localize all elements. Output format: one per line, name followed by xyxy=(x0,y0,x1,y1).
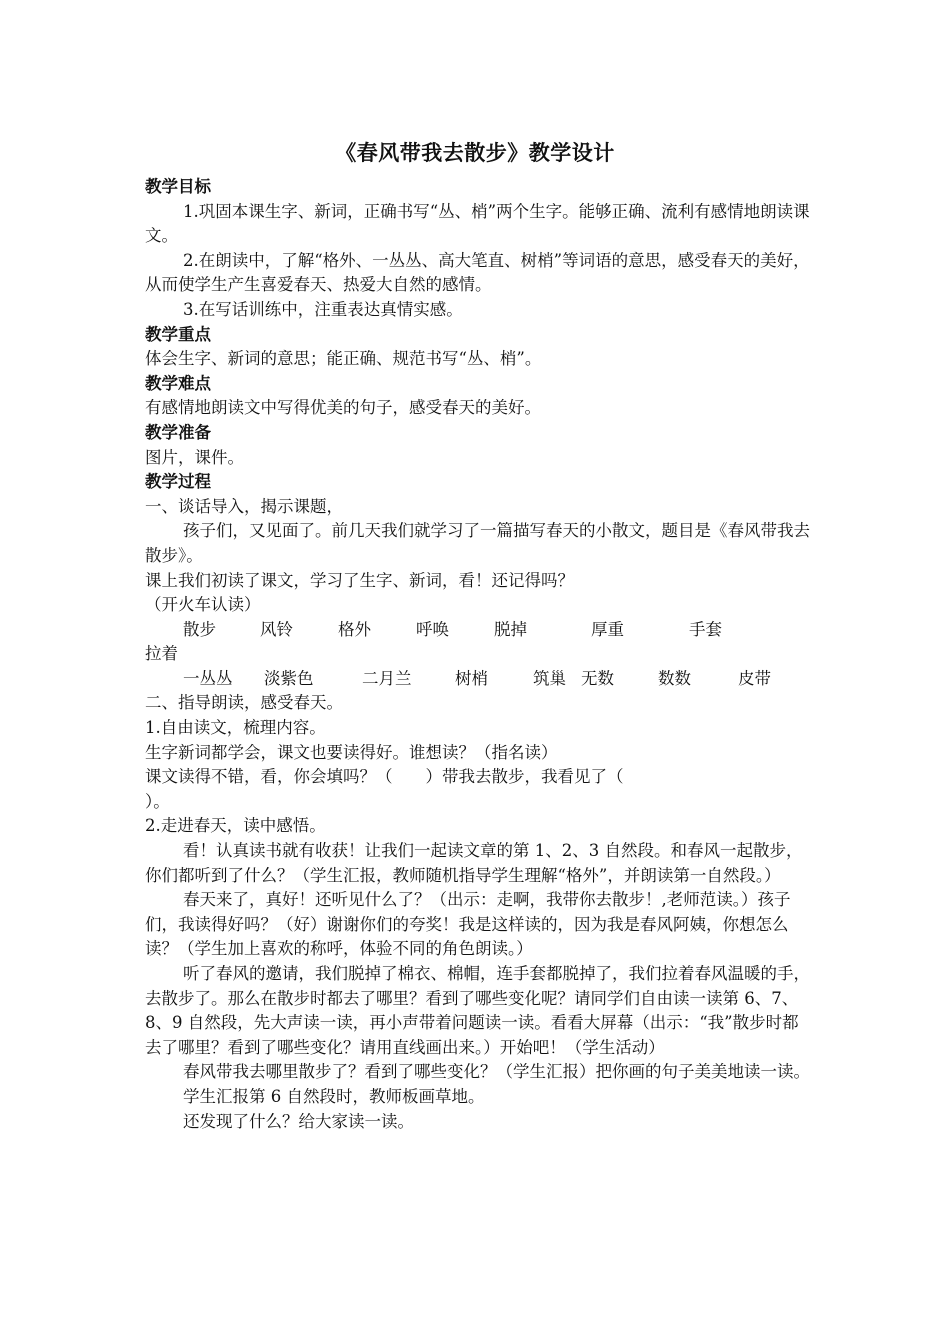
section-heading-key-points: 教学重点 xyxy=(145,324,211,344)
paragraph-discover: 还发现了什么？给大家读一读。 xyxy=(183,1111,414,1131)
document-title: 《春风带我去散步》教学设计 xyxy=(335,140,615,165)
vocab-word: 厚重 xyxy=(591,619,624,639)
paragraph-spring-wind: 春天来了，真好！还听见什么了？（出示：走啊，我带你去散步！,老师范读。）孩子们，我读得好吗？（好）谢谢你们的夸奖！我是这样读的，因为我是春风阿姨，你想怎么读？（学生加上喜欢的称呼，体验不同的角色朗读。） xyxy=(145,890,791,959)
paragraph-walk: 听了春风的邀请，我们脱掉了棉衣、棉帽，连手套都脱掉了，我们拉着春风温暖的手，去散步了。那么在散步时都去了哪里？看到了哪些变化呢？请同学们自由读一读第 6、7、8、9 自然段，先大声读一读，再小声带着问题读一读。看看大屏幕（出示：“我”散步时都去了哪里？看到了哪些变化？请用直线画出来。）开始吧！（学生活动） xyxy=(145,964,810,1057)
preparation-text: 图片，课件。 xyxy=(145,447,244,467)
vocab-word: 树梢 xyxy=(455,668,488,688)
paragraph-read-aloud: 生字新词都学会，课文也要读得好。谁想读？（指名读） xyxy=(145,742,558,762)
paragraph-review: 课上我们初读了课文，学习了生字、新词，看！还记得吗？ xyxy=(145,570,574,590)
paragraph-fill-blank: 课文读得不错，看，你会填吗？（ ）带我去散步，我看见了（ xyxy=(145,767,624,787)
vocab-word: 手套 xyxy=(689,619,722,639)
vocab-word: 筑巢 xyxy=(533,668,566,688)
step-2-heading: 二、指导朗读，感受春天。 xyxy=(145,693,343,713)
vocab-row-2 xyxy=(145,667,810,692)
vocab-word: 二月兰 xyxy=(362,668,412,688)
vocab-word: 格外 xyxy=(338,619,371,639)
vocab-word: 一丛丛 xyxy=(183,668,233,688)
difficulties-text: 有感情地朗读文中写得优美的句子，感受春天的美好。 xyxy=(145,398,541,418)
fill-blank-tail: ）。 xyxy=(145,791,170,811)
document-body xyxy=(145,175,810,1134)
paragraph-train-reading: （开火车认读） xyxy=(145,595,261,615)
section-heading-goals: 教学目标 xyxy=(145,177,211,196)
vocab-word: 数数 xyxy=(658,668,691,688)
goal-item-1: 1.巩固本课生字、新词，正确书写“丛、梢”两个生字。能够正确、流利有感情地朗读课文。 xyxy=(145,201,810,246)
step-1-heading: 一、谈话导入，揭示课题， xyxy=(145,496,343,516)
vocab-word: 呼唤 xyxy=(416,619,449,639)
vocab-word: 散步 xyxy=(183,619,216,639)
vocab-row-1 xyxy=(145,618,810,643)
section-heading-process: 教学过程 xyxy=(145,472,211,492)
section-heading-preparation: 教学准备 xyxy=(145,422,211,442)
paragraph-intro: 孩子们，又见面了。前几天我们就学习了一篇描写春天的小散文，题目是《春风带我去散步》。 xyxy=(145,521,810,565)
paragraph-board-drawing: 学生汇报第 6 自然段时，教师板画草地。 xyxy=(183,1086,485,1106)
vocab-word-wrapped: 拉着 xyxy=(145,644,178,664)
step-2-2-heading: 2.走进春天，读中感悟。 xyxy=(145,816,326,836)
key-points-text: 体会生字、新词的意思；能正确、规范书写“丛、梢”。 xyxy=(145,349,542,369)
vocab-word: 无数 xyxy=(581,668,614,688)
vocab-word: 风铃 xyxy=(260,619,293,639)
paragraph-report: 春风带我去哪里散步了？看到了哪些变化？（学生汇报）把你画的句子美美地读一读。 xyxy=(183,1062,810,1082)
goal-item-2: 2.在朗读中，了解“格外、一丛丛、高大笔直、树梢”等词语的意思，感受春天的美好，从而使学生产生喜爱春天、热爱大自然的感情。 xyxy=(145,250,810,295)
vocab-word: 脱掉 xyxy=(494,619,527,639)
section-heading-difficulties: 教学难点 xyxy=(145,373,211,393)
vocab-word: 淡紫色 xyxy=(264,668,314,688)
paragraph-listen: 看！认真读书就有收获！让我们一起读文章的第 1、2、3 自然段。和春风一起散步，你们都听到了什么？（学生汇报，教师随机指导学生理解“格外”，并朗读第一自然段。） xyxy=(145,841,803,885)
goal-item-3: 3.在写话训练中，注重表达真情实感。 xyxy=(183,299,463,319)
vocab-word: 皮带 xyxy=(738,668,771,688)
step-2-1-heading: 1.自由读文，梳理内容。 xyxy=(145,718,326,738)
